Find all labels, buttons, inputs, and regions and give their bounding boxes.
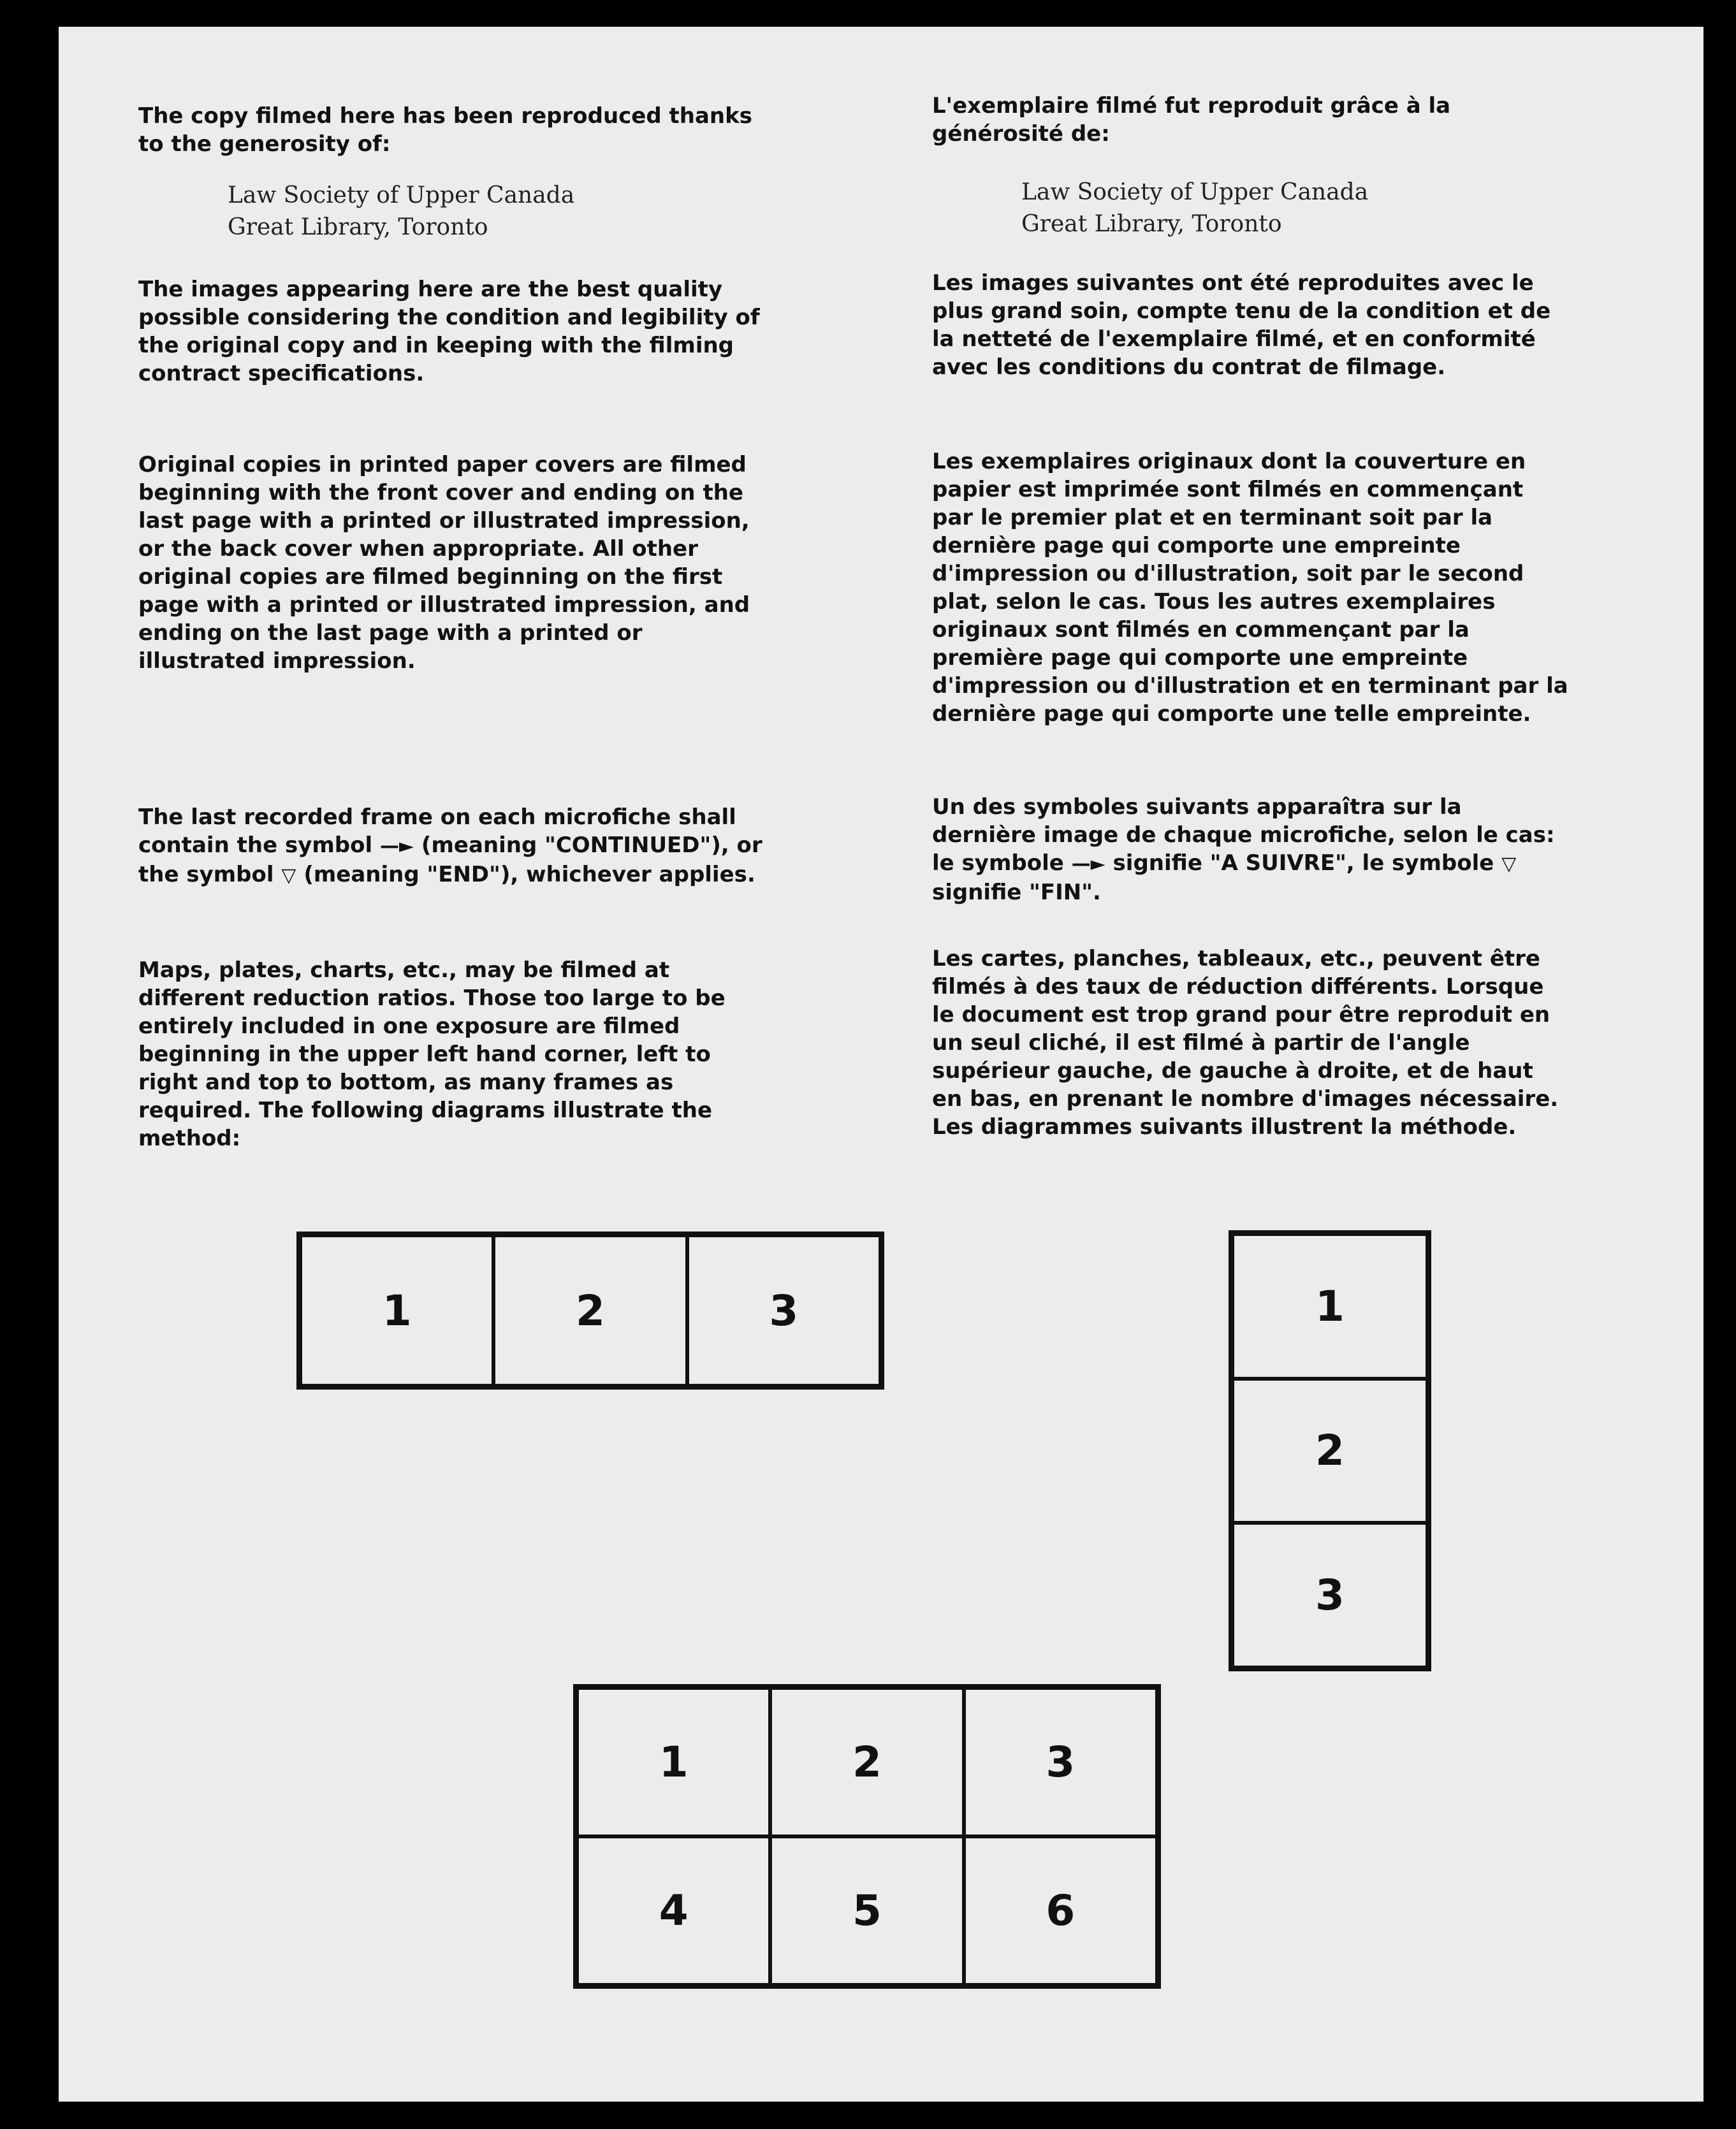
en-original-copies-text: Original copies in printed paper covers are filmed beginning with the front cover and ending on the last page with a printed or illustrated impression, or the back cover when appropriate. All other original copies are filmed beginning on the first page with a printed or illustrated impression, and ending on the last page with a printed or illustrated impression.	[138, 452, 750, 674]
fr-address-line-1: Law Society of Upper Canada	[1021, 179, 1369, 205]
en-symbols-text-part-2: (meaning "CONTINUED"), or the symbol	[138, 832, 762, 887]
en-address-line-1: Law Society of Upper Canada	[228, 182, 575, 208]
diagram-horizontal-frames	[296, 1232, 884, 1390]
frame-cell: 1	[577, 1688, 770, 1836]
fr-symbols-text-part-2: signifie "A SUIVRE", le symbole	[1112, 850, 1494, 876]
en-symbols-text-part-1: The last recorded frame on each microfiche shall contain the symbol	[138, 804, 736, 858]
fr-original-copies-text: Les exemplaires originaux dont la couverture en papier est imprimée sont filmés en commençant par le premier plat et en terminant soit par la dernière page qui comporte une empreinte d'impression ou d'illustration, soit par le second plat, selon le cas. Tous les autres exemplaires originaux sont filmés en commençant par la première page qui comporte une empreinte d'impression ou d'illustration et en terminant par la dernière page qui comporte une telle empreinte.	[932, 449, 1568, 727]
diagram-vertical-frames	[1229, 1230, 1431, 1671]
en-address-line-2: Great Library, Toronto	[228, 214, 488, 240]
microfiche-target-page	[59, 27, 1703, 2102]
end-triangle-icon: ▽	[281, 864, 296, 887]
en-maps-plates-text: Maps, plates, charts, etc., may be filmed at different reduction ratios. Those too large to be entirely included in one exposure are filmed beginning in the upper left hand corner, left to right and top to bottom, as many frames as required. The following diagrams illustrate the method:	[138, 957, 726, 1151]
frame-cell: 3	[687, 1235, 880, 1386]
frame-cell: 2	[1232, 1379, 1427, 1523]
fr-symbols-text-part-3: signifie "FIN".	[932, 880, 1101, 905]
fr-library-address	[932, 177, 1368, 240]
frame-cell: 3	[964, 1688, 1157, 1836]
fr-address-line-2: Great Library, Toronto	[1021, 211, 1282, 237]
en-image-quality-text: The images appearing here are the best quality possible considering the condition and legibility of the original copy and in keeping with the filming contract specifications.	[138, 277, 760, 386]
frame-cell: 2	[770, 1688, 963, 1836]
frame-cell: 1	[1232, 1234, 1427, 1379]
fr-maps-plates-text: Les cartes, planches, tableaux, etc., peuvent être filmés à des taux de réduction différents. Lorsque le document est trop grand pour être reproduit en un seul cliché, il est filmé à partir de l'angle supérieur gauche, de gauche à droite, et de haut en bas, en prenant le nombre d'images nécessaire. Les diagrammes suivants illustrent la méthode.	[932, 946, 1559, 1140]
en-acknowledgement-text: The copy filmed here has been reproduced thanks to the generosity of:	[138, 103, 752, 157]
en-library-address	[138, 180, 574, 243]
fr-symbols-text-part-1: Un des symboles suivants apparaîtra sur la dernière image de chaque microfiche, selon le cas: le symbole	[932, 794, 1555, 876]
continued-arrow-icon: —►	[1071, 853, 1105, 875]
fr-acknowledgement-text: L'exemplaire filmé fut reproduit grâce à la générosité de:	[932, 93, 1451, 147]
frame-cell: 6	[964, 1836, 1157, 1985]
frame-cell: 5	[770, 1836, 963, 1985]
frame-cell: 4	[577, 1836, 770, 1985]
diagram-grid-frames	[573, 1684, 1161, 1989]
frame-cell: 1	[300, 1235, 493, 1386]
en-symbols-text-part-3: (meaning "END"), whichever applies.	[303, 862, 755, 887]
end-triangle-icon: ▽	[1501, 853, 1517, 875]
fr-symbols-text	[932, 793, 1570, 906]
fr-image-quality-text: Les images suivantes ont été reproduites avec le plus grand soin, compte tenu de la condition et de la netteté de l'exemplaire filmé, et en conformité avec les conditions du contrat de filmage.	[932, 270, 1551, 380]
continued-arrow-icon: —►	[380, 835, 414, 857]
frame-cell: 2	[493, 1235, 687, 1386]
en-symbols-text	[138, 803, 776, 890]
frame-cell: 3	[1232, 1523, 1427, 1668]
